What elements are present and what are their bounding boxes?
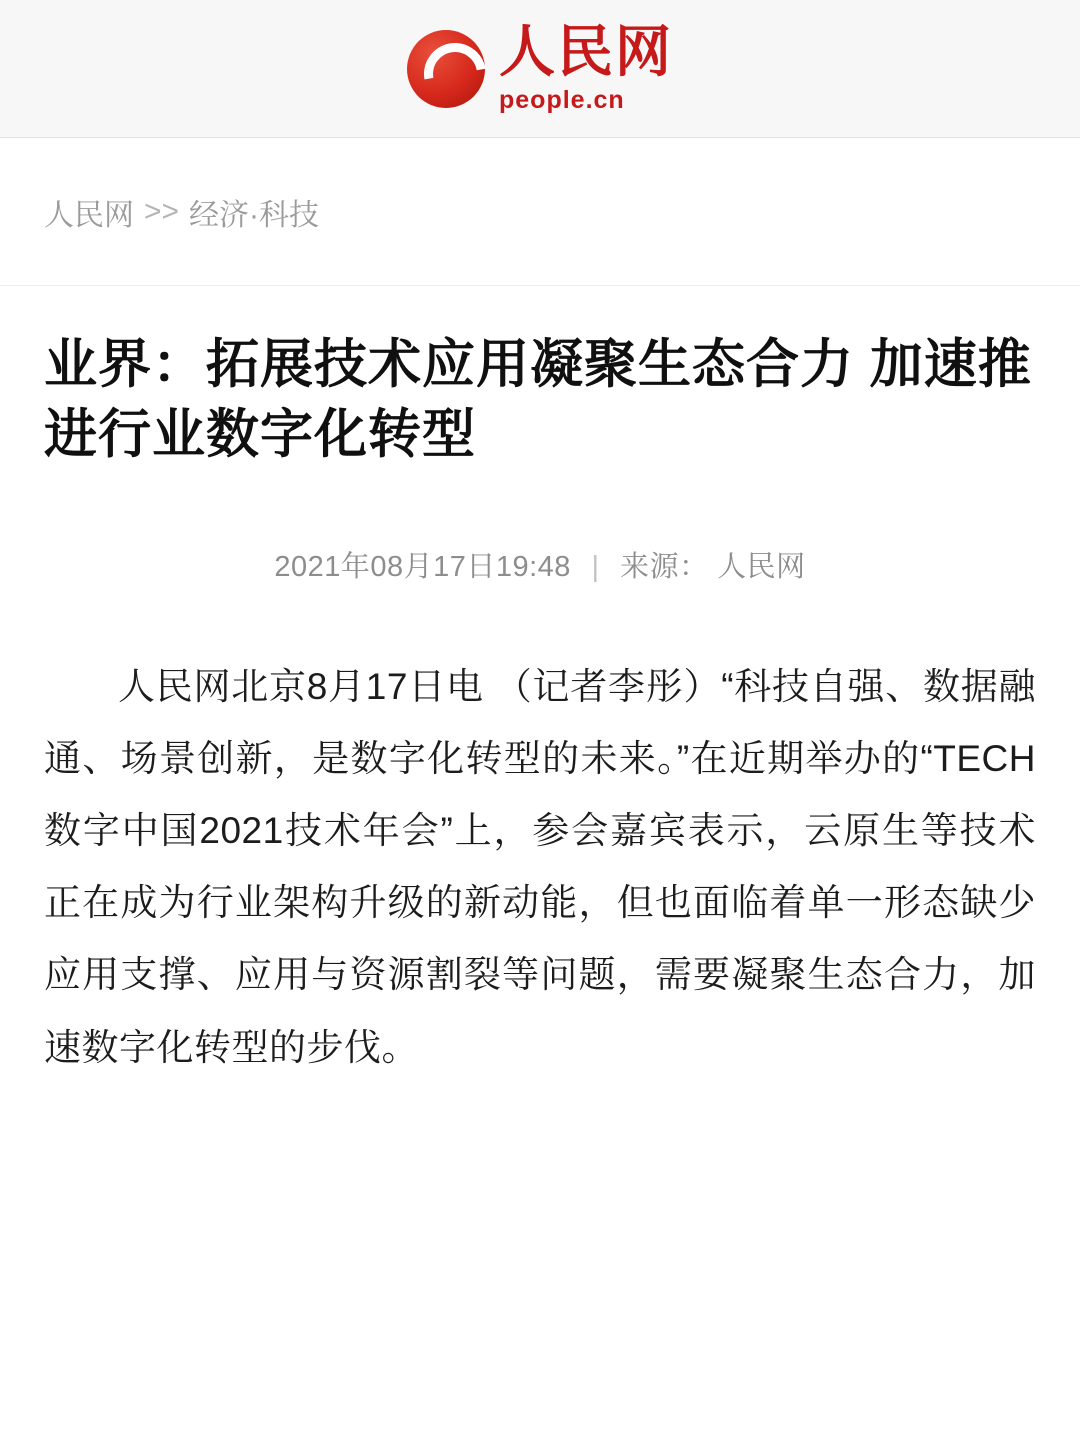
article-source-label: 来源： (620, 550, 709, 583)
site-header (0, 0, 1080, 138)
people-cn-logo-icon (407, 30, 485, 108)
breadcrumb-item-section[interactable]: 经济·科技 (189, 198, 320, 232)
article-timestamp: 2021年08月17日19:48 (274, 550, 571, 583)
meta-divider: | (591, 550, 600, 583)
article-meta (44, 544, 1036, 585)
logo-text-block (499, 20, 673, 114)
site-logo[interactable] (407, 20, 673, 114)
breadcrumb-item-home[interactable]: 人民网 (44, 198, 134, 232)
breadcrumb (0, 138, 1080, 286)
logo-chinese-title: 人民网 (499, 20, 673, 83)
page-title: 业界：拓展技术应用凝聚生态合力 加速推进行业数字化转型 (44, 335, 1032, 464)
article-source-name: 人民网 (717, 550, 806, 583)
article-container (0, 286, 1080, 1161)
article-paragraph: 人民网北京8月17日电 （记者李彤）“科技自强、数据融通、场景创新，是数字化转型的未来。”在近期举办的“TECH数字中国2021技术年会”上，参会嘉宾表示，云原生等技术正在成为行业架构升级的新动能，但也面临着单一形态缺少应用支撑、应用与资源割裂等问题，需要凝聚生态合力，加速数字化转型的步伐。 (44, 665, 1036, 1068)
logo-english-title: people.cn (499, 86, 625, 114)
breadcrumb-separator: >> (144, 194, 180, 228)
